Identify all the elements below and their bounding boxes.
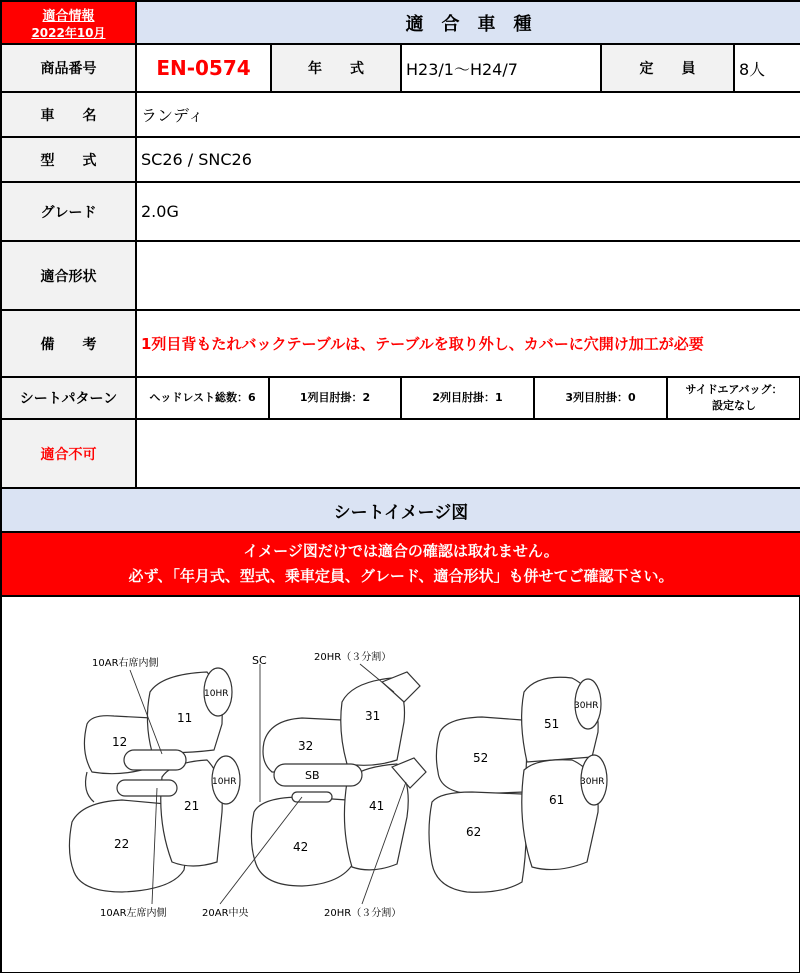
year-value: H23/1〜H24/7	[401, 44, 601, 92]
seat-part-32: 32	[298, 739, 314, 753]
car-name-label: 車 名	[1, 92, 136, 137]
label-10ar-right: 10AR右席内側	[92, 658, 159, 669]
car-name-value: ランディ	[136, 92, 800, 137]
seat-part-42: 42	[293, 840, 309, 854]
seat-part-62: 62	[466, 825, 482, 839]
header-title: 適 合 車 種	[136, 1, 800, 44]
seat-part-11: 11	[177, 711, 193, 725]
seat-diagram	[2, 597, 800, 973]
seat-part-52: 52	[473, 751, 489, 765]
product-code: EN-0574	[136, 44, 271, 92]
capacity-label: 定 員	[601, 44, 734, 92]
notice-line2: 必ず、「年月式、型式、乗車定員、グレード、適合形状」も併せてご確認下さい。	[128, 567, 674, 585]
seat-part-12: 12	[112, 735, 128, 749]
seat-pattern-label: シートパターン	[1, 377, 136, 419]
grade-label: グレード	[1, 182, 136, 241]
capacity-value: 8人	[734, 44, 800, 92]
notice-banner	[1, 532, 800, 596]
seat-part-41: 41	[369, 799, 385, 813]
seat-part-51: 51	[544, 717, 560, 731]
product-code-label: 商品番号	[1, 44, 136, 92]
fit-shape-value	[136, 241, 800, 310]
seat-part-22: 22	[114, 837, 130, 851]
seat-part-31: 31	[365, 709, 381, 723]
badge-line2: 2022年10月	[31, 25, 106, 40]
label-20hr-bottom: 20HR（３分割）	[324, 908, 402, 919]
label-sb: SB	[305, 769, 320, 782]
seat-part-62-shape	[429, 792, 526, 892]
side-airbag	[667, 377, 800, 419]
row3-armrest: 3列目肘掛：0	[534, 377, 667, 419]
remarks-value: 1列目背もたれバックテーブルは、テーブルを取り外し、カバーに穴開け加工が必要	[136, 310, 800, 377]
label-10hr-b: 10HR	[212, 777, 237, 787]
row2-armrest: 2列目肘掛：1	[401, 377, 534, 419]
side-airbag-line2: 設定なし	[712, 399, 756, 412]
seat-image-title: シートイメージ図	[1, 488, 800, 532]
headrest-count: ヘッドレスト総数：6	[136, 377, 269, 419]
remarks-label: 備 考	[1, 310, 136, 377]
row1-armrest: 1列目肘掛：2	[269, 377, 401, 419]
seat-part-61: 61	[549, 793, 565, 807]
fitment-info-badge	[1, 1, 136, 44]
seat-part-21: 21	[184, 799, 200, 813]
incompatible-label: 適合不可	[1, 419, 136, 488]
label-sc: SC	[252, 654, 267, 667]
label-10hr-a: 10HR	[204, 689, 229, 699]
model-label: 型 式	[1, 137, 136, 182]
label-20ar-center: 20AR中央	[202, 908, 249, 919]
badge-line1: 適合情報	[42, 8, 95, 24]
side-airbag-line1: サイドエアバッグ：	[685, 383, 783, 397]
grade-value: 2.0G	[136, 182, 800, 241]
model-value: SC26 / SNC26	[136, 137, 800, 182]
label-20hr-top: 20HR（３分割）	[314, 652, 392, 663]
seat-diagram-area	[1, 596, 800, 973]
notice-line1: イメージ図だけでは適合の確認は取れません。	[243, 541, 559, 560]
label-30hr-a: 30HR	[574, 701, 599, 711]
incompatible-value	[136, 419, 800, 488]
fit-shape-label: 適合形状	[1, 241, 136, 310]
label-10ar-left: 10AR左席内側	[100, 908, 167, 919]
label-30hr-b: 30HR	[580, 777, 605, 787]
year-label: 年 式	[271, 44, 401, 92]
